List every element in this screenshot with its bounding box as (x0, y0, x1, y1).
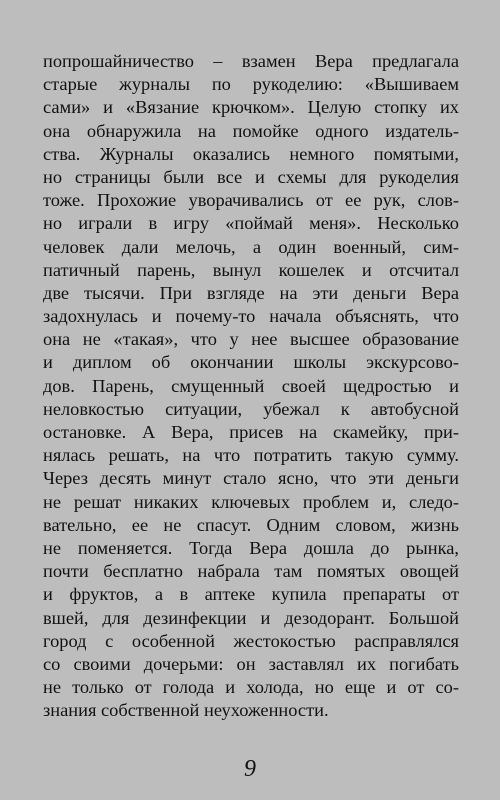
text-line: сами» и «Вязание крючком». Целую стопку их (43, 97, 459, 118)
text-line: она обнаружила на помойке одного издатель- (43, 120, 459, 141)
text-line: но играли в игру «поймай меня». Несколько (43, 213, 459, 234)
text-line: две тысячи. При взгляде на эти деньги Вера (43, 282, 459, 303)
text-line: неловкостью ситуации, убежал к автобусной (43, 398, 459, 419)
text-line: знания собственной неухоженности. (43, 700, 329, 721)
text-line: не только от голода и холода, но еще и от со- (43, 677, 459, 698)
text-line: и фруктов, а в аптеке купила препараты от (43, 584, 459, 605)
text-line: человек дали мелочь, а один военный, сим- (43, 236, 459, 257)
text-line: город с особенной жестокостью расправлялся (43, 630, 459, 651)
text-line: не поменяется. Тогда Вера дошла до рынка, (43, 537, 459, 558)
text-line: со своими дочерьми: он заставлял их погибать (43, 653, 459, 674)
text-line: Через десять минут стало ясно, что эти деньги (43, 468, 459, 489)
text-line: попрошайничество – взамен Вера предлагала (43, 51, 459, 71)
body-text (43, 50, 459, 722)
text-line: остановке. А Вера, присев на скамейку, при- (43, 422, 459, 442)
text-line: и диплом об окончании школы экскурсово- (43, 352, 459, 373)
text-line: нялась решать, на что потратить такую сумму. (43, 445, 459, 466)
text-line: задохнулась и почему-то начала объяснять, что (43, 306, 459, 327)
text-line: ства. Журналы оказались немного помятыми, (43, 143, 459, 164)
text-line: почти бесплатно набрала там помятых овощей (43, 561, 459, 582)
text-line: патичный парень, вынул кошелек и отсчитал (43, 259, 459, 280)
page-number: 9 (244, 756, 256, 782)
text-line: старые журналы по рукоделию: «Вышиваем (43, 74, 459, 95)
text-line: она не «такая», что у нее высшее образование (43, 329, 459, 350)
text-line: вшей, для дезинфекции и дезодорант. Большой (43, 607, 459, 628)
text-line: тоже. Прохожие уворачивались от ее рук, слов- (43, 190, 459, 211)
text-line: но страницы были все и схемы для рукоделия (43, 166, 459, 187)
text-line: не решат никаких ключевых проблем и, следо- (43, 491, 459, 512)
text-line: дов. Парень, смущенный своей щедростью и (43, 375, 459, 396)
text-line: вательно, ее не спасут. Одним словом, жизнь (43, 514, 459, 535)
